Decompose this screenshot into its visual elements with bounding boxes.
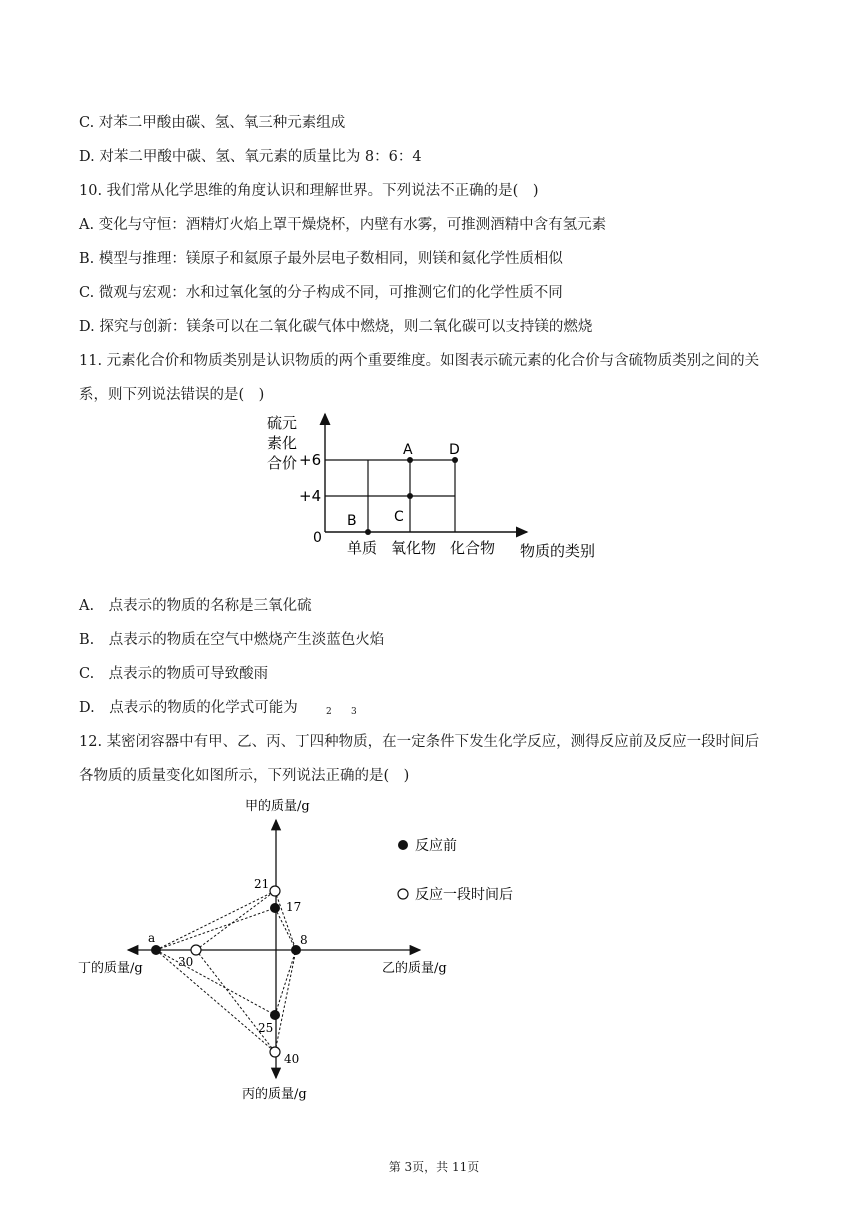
axis-label-bing: 丙的质量/g (242, 1087, 307, 1102)
q10-option-b: B. 模型与推理：镁原子和氦原子最外层电子数相同，则镁和氦化学性质相似 (79, 251, 563, 267)
axis-label-ding: 丁的质量/g (78, 961, 143, 976)
legend-after-marker (398, 889, 408, 899)
q10-stem: 10. 我们常从化学思维的角度认识和理解世界。下列说法不正确的是( ) (79, 183, 539, 199)
label-21: 21 (254, 877, 270, 891)
label-8: 8 (300, 933, 308, 947)
y-label-line3: 合价 (267, 454, 298, 472)
q10-option-d: D. 探究与创新：镁条可以在二氧化碳气体中燃烧，则二氧化碳可以支持镁的燃烧 (79, 319, 593, 335)
legend-before-marker (398, 840, 408, 850)
q12-stem-line2: 各物质的质量变化如图所示，下列说法正确的是( ) (79, 768, 410, 784)
label-40: 40 (284, 1052, 300, 1066)
valence-chart (255, 408, 615, 563)
legend-before-label: 反应前 (415, 838, 457, 854)
q11-option-b: B. 点表示的物质在空气中燃烧产生淡蓝色火焰 (79, 632, 385, 648)
label-17: 17 (286, 900, 302, 914)
y-label-line1: 硫元 (267, 414, 298, 432)
dotted-lines (156, 891, 296, 1052)
point-c (407, 493, 413, 499)
point-a-label: A (403, 442, 413, 458)
point-d-label: D (449, 442, 460, 458)
x-category-element: 单质 (347, 539, 378, 557)
point-b (365, 529, 371, 535)
q12-stem-line1: 12. 某密闭容器中有甲、乙、丙、丁四种物质，在一定条件下发生化学反应，测得反应前及反应一段时间后 (79, 734, 760, 750)
label-25: 25 (258, 1021, 274, 1035)
q11-option-c: C. 点表示的物质可导致酸雨 (79, 666, 269, 682)
q9-option-c: C. 对苯二甲酸由碳、氢、氧三种元素组成 (79, 115, 346, 131)
grid-lines (325, 460, 455, 532)
q9-option-d: D. 对苯二甲酸中碳、氢、氧元素的质量比为 8：6：4 (79, 149, 422, 165)
q10-option-a: A. 变化与守恒：酒精灯火焰上罩干燥烧杯，内壁有水雾，可推测酒精中含有氢元素 (79, 217, 607, 233)
jia-before-point (270, 903, 280, 913)
q11-stem-line1: 11. 元素化合价和物质类别是认识物质的两个重要维度。如图表示硫元素的化合价与含硫物质类别之间的关 (79, 353, 760, 369)
point-c-label: C (394, 509, 404, 525)
q11-stem-line2: 系，则下列说法错误的是( ) (79, 387, 265, 403)
x-category-oxide: 氧化物 (391, 539, 437, 557)
label-30: 30 (178, 955, 194, 969)
q11-d-subscript-2: 2 (326, 707, 332, 717)
x-axis-label: 物质的类别 (520, 542, 596, 560)
label-a: a (148, 931, 156, 945)
x-category-compound: 化合物 (450, 539, 496, 557)
y-tick-plus6: +6 (299, 451, 322, 469)
q10-option-c: C. 微观与宏观：水和过氧化氢的分子构成不同，可推测它们的化学性质不同 (79, 285, 563, 301)
page-footer: 第 3页，共 11页 (388, 1160, 480, 1174)
mass-change-chart (70, 790, 550, 1110)
axis-label-yi: 乙的质量/g (382, 961, 447, 976)
y-tick-plus4: +4 (299, 487, 322, 505)
bing-after-point (270, 1047, 280, 1057)
origin-label: 0 (313, 530, 322, 546)
q11-option-d: D. 点表示的物质的化学式可能为 (79, 700, 298, 716)
axis-label-jia: 甲的质量/g (245, 799, 310, 814)
q11-d-subscript-3: 3 (351, 707, 357, 717)
point-b-label: B (347, 513, 357, 529)
ding-after-point (191, 945, 201, 955)
legend-after-label: 反应一段时间后 (415, 887, 513, 903)
jia-after-point (270, 886, 280, 896)
y-label-line2: 素化 (267, 434, 298, 452)
bing-before-point (270, 1010, 280, 1020)
ding-before-point (151, 945, 161, 955)
q11-option-a: A. 点表示的物质的名称是三氧化硫 (79, 598, 312, 614)
